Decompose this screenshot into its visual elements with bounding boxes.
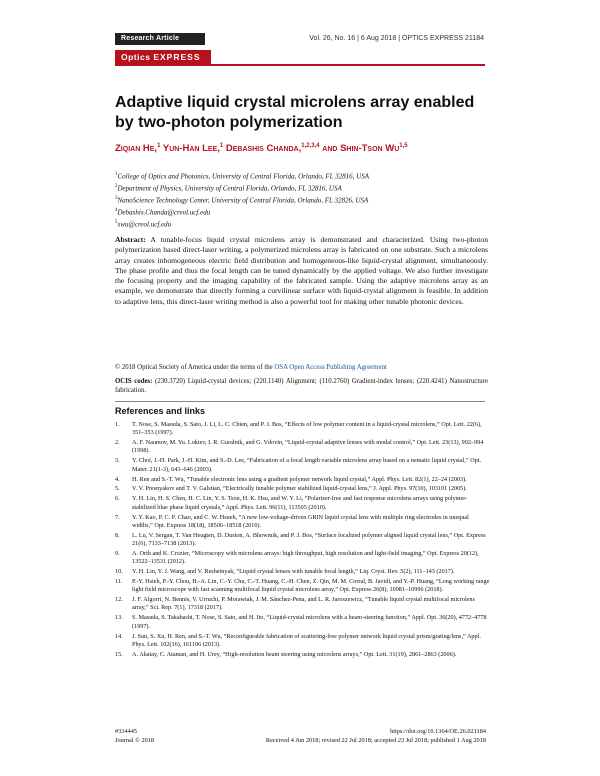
journal-brand (115, 50, 211, 64)
affiliation-line (115, 218, 495, 230)
reference-text: Y. Y. Kao, P. C. P. Chao, and C. W. Hsueh, “A new low-voltage-driven GRIN liquid crystal lens with multiple ring electrodes in unequal widths,” Opt. Express 18(18), 18506–18518 (2010). (132, 513, 469, 529)
journal-name-sub: EXPRESS (153, 52, 201, 62)
reference-item (115, 633, 490, 650)
reference-item (115, 457, 490, 474)
reference-text: J. F. Algorri, N. Bennis, V. Urruchi, P. Morawiak, J. M. Sánchez-Pena, and L. R. Jaroszewicz, “Tunable liquid crystal multifocal microlens array,” Sci. Rep. 7(1), 17318 (2017). (132, 596, 475, 612)
reference-number: 7. (115, 513, 120, 521)
reference-text: Y. H. Lin, Y. J. Wang, and V. Reshetnyak, “Liquid crystal lenses with tunable focal length,” Liq. Cryst. Rev. 5(2), 111–143 (2017). (132, 568, 455, 576)
doi-link[interactable]: https://doi.org/10.1364/OE.26.021184 (390, 728, 486, 735)
reference-number: 6. (115, 495, 120, 503)
author-name: Ziqian He, (115, 143, 158, 155)
references-heading: References and links (115, 406, 206, 416)
affiliation-text: College of Optics and Photonics, University of Central Florida, Orlando, FL 32816, USA (117, 172, 369, 181)
reference-number: 11. (115, 577, 123, 585)
reference-item (115, 485, 490, 493)
reference-number: 8. (115, 531, 120, 539)
footer-left (115, 727, 154, 745)
affiliation-sup: 1 (115, 172, 118, 177)
copyright-notice (115, 363, 488, 372)
reference-item (115, 514, 490, 531)
affiliations (115, 170, 495, 230)
journal-copyright: Journal © 2018 (115, 737, 155, 744)
reference-text: T. Nose, S. Masuda, S. Sato, J. Li, L. C. Chien, and P. J. Bos, “Effects of low polymer content in a liquid-crystal microlens,” Opt. Lett. 22(6), 351–353 (1997). (132, 421, 482, 437)
author-affil-sup: 1,5 (399, 143, 408, 149)
reference-number: 9. (115, 549, 120, 557)
reference-number: 15. (115, 650, 123, 658)
footer-right (266, 727, 486, 745)
ocis-codes (115, 377, 488, 395)
reference-item (115, 550, 490, 567)
reference-text: H. Ren and S.-T. Wu, “Tunable electronic lens using a gradient polymer network liquid crystal,” Appl. Phys. Lett. 82(1), 22–24 (2003). (132, 475, 467, 483)
reference-item (115, 532, 490, 549)
author-name: Shin-Tson Wu (340, 143, 400, 155)
affiliation-text: NanoScience Technology Center, University of Central Florida, Orlando, FL 32826, USA (117, 196, 369, 205)
reference-item (115, 614, 490, 631)
affiliation-sup: 4 (115, 207, 118, 213)
paper-title: Adaptive liquid crystal microlens array enabled by two-photon polymerization (115, 94, 475, 131)
reference-text: Y. Choi, J.-H. Park, J.-H. Kim, and S.-D. Lee, “Fabrication of a focal length variable microlens array based on a nematic liquid crystal,” Opt. Mater. 21(1-3), 643–646 (2003). (132, 457, 482, 473)
reference-text: Y. H. Lin, H. S. Chen, H. C. Lin, Y. S. Tsou, H. K. Hsu, and W. Y. Li, “Polarizer-free and fast response microlens arrays using polymer-stabilized blue phase liquid crystals,” Appl. Phys. Lett. 96(11), 113505 (2010). (132, 495, 468, 511)
publication-dates: Received 4 Jun 2018; revised 22 Jul 2018; accepted 23 Jul 2018; published 1 Aug 2018 (265, 737, 486, 744)
reference-text: V. V. Presnyakov and T. V. Galstian, “Electrically tunable polymer stabilized liquid-crystal lens,” J. Appl. Phys. 97(10), 103101 (2005). (132, 485, 467, 493)
affiliation-sup: 2 (115, 183, 118, 189)
ocis-text: (230.3720) Liquid-crystal devices; (220.1140) Alignment; (110.2760) Gradient-index lenses; (220.4241) Nanostructure fabrication. (115, 378, 488, 395)
reference-number: 2. (115, 439, 120, 447)
affiliation-line (115, 170, 495, 182)
abstract-text: A tunable-focus liquid crystal microlens array is demonstrated and characterized. Using two-photon polymerization based direct-laser writing, a polymerized microlens array is fabricated on one substrate. Such a microlens array creates inhomogeneous electric field distribution and homogeneous-like liquid-crystal alignment, simultaneously. The phase profile and thus the focal length can be tuned dynamically by the applied voltage. We also further investigate the focusing property and the imaging capability of the fabricated sample. Using the adaptive microlens array as an example, we demonstrate that directly forming a curvilinear surface with liquid-crystal alignment is feasible. In addition to adaptive lens, this direct-laser writing method is also a powerful tool for making other tunable photonic devices. (115, 235, 488, 306)
reference-item (115, 439, 490, 456)
reference-text: J. Sun, S. Xu, H. Ren, and S.-T. Wu, “Reconfigurable fabrication of scattering-free polymer network liquid crystal prism/grating/lens,” Appl. Phys. Lett. 102(16), 161106 (2013). (132, 632, 481, 648)
open-access-link[interactable]: OSA Open Access Publishing Agreement (274, 364, 387, 371)
author-conjunction: and (319, 143, 341, 155)
journal-name: Optics (121, 52, 151, 62)
reference-list (115, 421, 490, 661)
reference-item (115, 578, 490, 595)
reference-number: 12. (115, 596, 123, 604)
reference-item (115, 651, 490, 659)
reference-text: A. Akatay, C. Ataman, and H. Urey, “High-resolution beam steering using microlens arrays,” Opt. Lett. 31(19), 2861–2863 (2006). (132, 650, 457, 658)
reference-item (115, 495, 490, 512)
reference-text: S. Masuda, S. Takahashi, T. Nose, S. Sato, and H. Ito, “Liquid-crystal microlens with a beam-steering function,” Appl. Opt. 36(20), 4772–4778 (1997). (132, 614, 487, 630)
section-divider (115, 401, 485, 402)
author-name: Debashis Chanda, (223, 143, 302, 155)
reference-number: 1. (115, 421, 120, 428)
article-type-badge: Research Article (115, 33, 205, 45)
reference-number: 3. (115, 457, 120, 465)
manuscript-id: #334445 (115, 728, 138, 735)
author-affil-sup: 1 (219, 143, 224, 149)
reference-item (115, 421, 490, 438)
reference-item (115, 568, 490, 576)
abstract (115, 235, 488, 307)
affiliation-line (115, 206, 495, 218)
author-name: Yun-Han Lee, (160, 143, 220, 155)
abstract-label: Abstract: (115, 235, 146, 244)
reference-number: 5. (115, 485, 120, 493)
reference-item (115, 596, 490, 613)
author-affil-sup: 1,2,3,4 (301, 143, 320, 149)
affiliation-sup: 5 (115, 219, 118, 225)
affiliation-text: Department of Physics, University of Central Florida, Orlando, FL 32816, USA (117, 184, 342, 193)
ocis-label: OCIS codes: (115, 378, 153, 385)
reference-text: P.-Y. Hsieh, P.-Y. Chou, H.-A. Lin, C.-Y. Chu, C.-T. Huang, C.-H. Chen, Z. Qin, M. M. Corral, B. Javidi, and Y.-P. Huang, “Long working range light field microscope with fast scanning multifocal liquid crystal microlens array,” Opt. Express 26(8), 10981–10996 (2018). (132, 577, 490, 594)
reference-number: 13. (115, 614, 123, 622)
author-list (115, 140, 495, 155)
reference-number: 4. (115, 475, 120, 483)
affiliation-line (115, 194, 495, 206)
reference-number: 14. (115, 632, 123, 640)
email-link[interactable]: swu@creol.ucf.edu (117, 220, 172, 229)
affiliation-line (115, 182, 495, 194)
author-affil-sup: 1 (157, 143, 161, 149)
reference-number: 10. (115, 568, 123, 576)
header-rule (115, 64, 485, 66)
reference-item (115, 476, 490, 484)
reference-text: A. F. Naumov, M. Yu. Loktev, I. R. Guralnik, and G. Vdovin, “Liquid-crystal adaptive lenses with modal control,” Opt. Lett. 23(13), 992–994 (1998). (132, 439, 484, 455)
affiliation-sup: 3 (115, 195, 118, 201)
copyright-text: © 2018 Optical Society of America under the terms of the (115, 364, 275, 371)
journal-citation-header: Vol. 26, No. 16 | 6 Aug 2018 | OPTICS EXPRESS 21184 (309, 35, 484, 42)
reference-text: L. Lu, V. Sergan, T. Van Heugten, D. Duston, A. Bhowmik, and P. J. Bos, “Surface localized polymer aligned liquid crystal lens,” Opt. Express 21(6), 7133–7138 (2013). (132, 531, 486, 548)
reference-text: A. Orth and K. Crozier, “Microscopy with microlens arrays: high throughput, high resolution and light-field imaging,” Opt. Express 20(12), 13522–13531 (2012). (132, 549, 479, 566)
email-link[interactable]: Debashis.Chanda@creol.ucf.edu (117, 208, 211, 217)
